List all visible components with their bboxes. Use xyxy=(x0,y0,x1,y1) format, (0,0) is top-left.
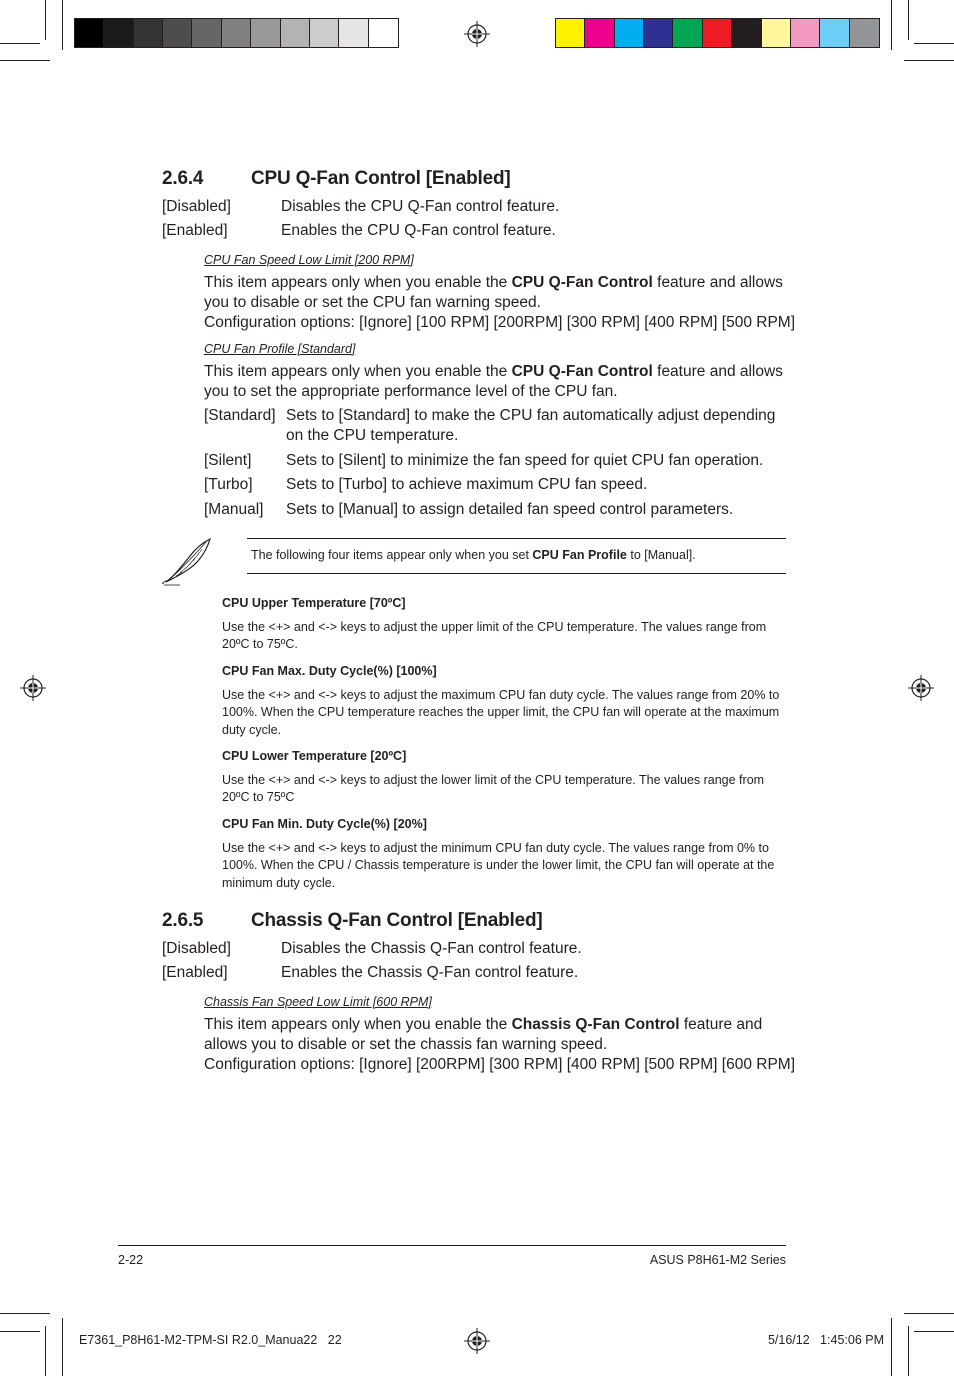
item-text-cpu-upper-temperature: Use the <+> and <-> keys to adjust the upper limit of the CPU temperature. The values range from 20ºC to 75ºC. xyxy=(222,620,767,652)
calibration-swatch xyxy=(369,19,398,47)
profile-desc: Sets to [Turbo] to achieve maximum CPU fan speed. xyxy=(286,476,648,493)
registration-mark-icon xyxy=(908,675,934,701)
crop-mark xyxy=(904,1313,954,1314)
paragraph-chassis-fan-speed-low-limit: This item appears only when you enable the Chassis Q-Fan Control feature and allows you to disable or set the chassis fan warning speed. Configuration options: [Ignore] [200RPM] [300 RPM] [400 RPM] [500 RPM] [600 RPM] xyxy=(204,1016,796,1073)
page-number: 2-22 xyxy=(118,1253,144,1267)
calibration-swatch xyxy=(339,19,368,47)
series-name: ASUS P8H61-M2 Series xyxy=(649,1253,786,1267)
crop-mark xyxy=(908,0,909,40)
crop-mark xyxy=(62,1318,63,1376)
crop-mark xyxy=(914,1331,954,1332)
option-desc: Disables the Chassis Q-Fan control feature. xyxy=(281,940,582,957)
crop-mark xyxy=(45,1326,46,1376)
section-title: CPU Q-Fan Control [Enabled] xyxy=(251,168,511,189)
crop-mark xyxy=(891,1318,892,1376)
calibration-swatch xyxy=(222,19,251,47)
item-heading-cpu-fan-max-duty: CPU Fan Max. Duty Cycle(%) [100%] xyxy=(222,664,437,678)
calibration-swatch xyxy=(615,19,644,47)
note-top-rule xyxy=(247,538,786,539)
registration-mark-icon xyxy=(20,675,46,701)
print-slug-filename: E7361_P8H61-M2-TPM-SI R2.0_Manua22 22 xyxy=(79,1333,342,1347)
item-heading-cpu-fan-min-duty: CPU Fan Min. Duty Cycle(%) [20%] xyxy=(222,817,427,831)
crop-mark xyxy=(0,43,40,44)
crop-mark xyxy=(0,1313,50,1314)
calibration-swatch xyxy=(732,19,761,47)
crop-mark xyxy=(45,0,46,40)
option-key: [Enabled] xyxy=(162,222,228,239)
item-heading-cpu-lower-temperature: CPU Lower Temperature [20ºC] xyxy=(222,749,407,763)
calibration-swatch xyxy=(75,19,104,47)
profile-desc: Sets to [Standard] to make the CPU fan automatically adjust depending on the CPU temperature. xyxy=(286,407,776,444)
subheading-cpu-fan-speed-low-limit: CPU Fan Speed Low Limit [200 RPM] xyxy=(204,253,414,267)
calibration-swatch xyxy=(850,19,879,47)
calibration-swatch xyxy=(310,19,339,47)
profile-desc: Sets to [Silent] to minimize the fan speed for quiet CPU fan operation. xyxy=(286,452,764,469)
crop-mark xyxy=(891,0,892,50)
item-text-cpu-fan-max-duty: Use the <+> and <-> keys to adjust the maximum CPU fan duty cycle. The values range from 20% to 100%. When the CPU temperature reaches the upper limit, the CPU fan will operate at the maximum duty cycle. xyxy=(222,688,780,737)
profile-key: [Standard] xyxy=(204,407,276,424)
profile-key: [Manual] xyxy=(204,501,264,518)
calibration-swatch xyxy=(820,19,849,47)
option-desc: Enables the CPU Q-Fan control feature. xyxy=(281,222,556,239)
paragraph-cpu-fan-speed-low-limit: This item appears only when you enable the CPU Q-Fan Control feature and allows you to disable or set the CPU fan warning speed. Configuration options: [Ignore] [100 RPM] [200RPM] [300 RPM] [400 RPM] [500 RPM] xyxy=(204,274,796,331)
calibration-swatch xyxy=(134,19,163,47)
subheading-cpu-fan-profile: CPU Fan Profile [Standard] xyxy=(204,342,356,356)
color-calibration-bar xyxy=(555,18,880,48)
calibration-swatch xyxy=(762,19,791,47)
crop-mark xyxy=(0,60,50,61)
grayscale-calibration-bar xyxy=(74,18,399,48)
profile-desc: Sets to [Manual] to assign detailed fan speed control parameters. xyxy=(286,501,734,518)
crop-mark xyxy=(908,1326,909,1376)
paragraph-cpu-fan-profile: This item appears only when you enable the CPU Q-Fan Control feature and allows you to set the appropriate performance level of the CPU fan. xyxy=(204,363,783,400)
crop-mark xyxy=(904,60,954,61)
calibration-swatch xyxy=(251,19,280,47)
section-title: Chassis Q-Fan Control [Enabled] xyxy=(251,910,543,931)
calibration-swatch xyxy=(585,19,614,47)
calibration-swatch xyxy=(673,19,702,47)
profile-key: [Silent] xyxy=(204,452,252,469)
calibration-swatch xyxy=(192,19,221,47)
calibration-swatch xyxy=(104,19,133,47)
calibration-swatch xyxy=(281,19,310,47)
calibration-swatch xyxy=(703,19,732,47)
option-desc: Enables the Chassis Q-Fan control feature. xyxy=(281,964,579,981)
footer-rule xyxy=(118,1245,786,1246)
option-key: [Enabled] xyxy=(162,964,228,981)
registration-mark-icon xyxy=(464,1328,490,1354)
subheading-chassis-fan-speed-low-limit: Chassis Fan Speed Low Limit [600 RPM] xyxy=(204,995,432,1009)
print-slug-date: 5/16/12 1:45:06 PM xyxy=(767,1333,884,1347)
item-text-cpu-lower-temperature: Use the <+> and <-> keys to adjust the lower limit of the CPU temperature. The values range from 20ºC to 75ºC xyxy=(222,773,765,805)
item-text-cpu-fan-min-duty: Use the <+> and <-> keys to adjust the minimum CPU fan duty cycle. The values range from 0% to 100%. When the CPU / Chassis temperature is under the lower limit, the CPU fan will operate at the minimum duty cycle. xyxy=(222,841,775,890)
profile-key: [Turbo] xyxy=(204,476,253,493)
section-number: 2.6.4 xyxy=(162,168,204,189)
option-desc: Disables the CPU Q-Fan control feature. xyxy=(281,198,560,215)
option-key: [Disabled] xyxy=(162,198,231,215)
calibration-swatch xyxy=(163,19,192,47)
calibration-swatch xyxy=(556,19,585,47)
crop-mark xyxy=(0,1331,40,1332)
section-number: 2.6.5 xyxy=(162,910,204,931)
crop-mark xyxy=(914,43,954,44)
note-bottom-rule xyxy=(247,573,786,574)
calibration-swatch xyxy=(791,19,820,47)
calibration-swatch xyxy=(644,19,673,47)
item-heading-cpu-upper-temperature: CPU Upper Temperature [70ºC] xyxy=(222,596,406,610)
option-key: [Disabled] xyxy=(162,940,231,957)
registration-mark-icon xyxy=(464,21,490,47)
note-text: The following four items appear only when you set CPU Fan Profile to [Manual]. xyxy=(251,548,696,562)
feather-pen-icon xyxy=(160,536,214,586)
crop-mark xyxy=(62,0,63,50)
